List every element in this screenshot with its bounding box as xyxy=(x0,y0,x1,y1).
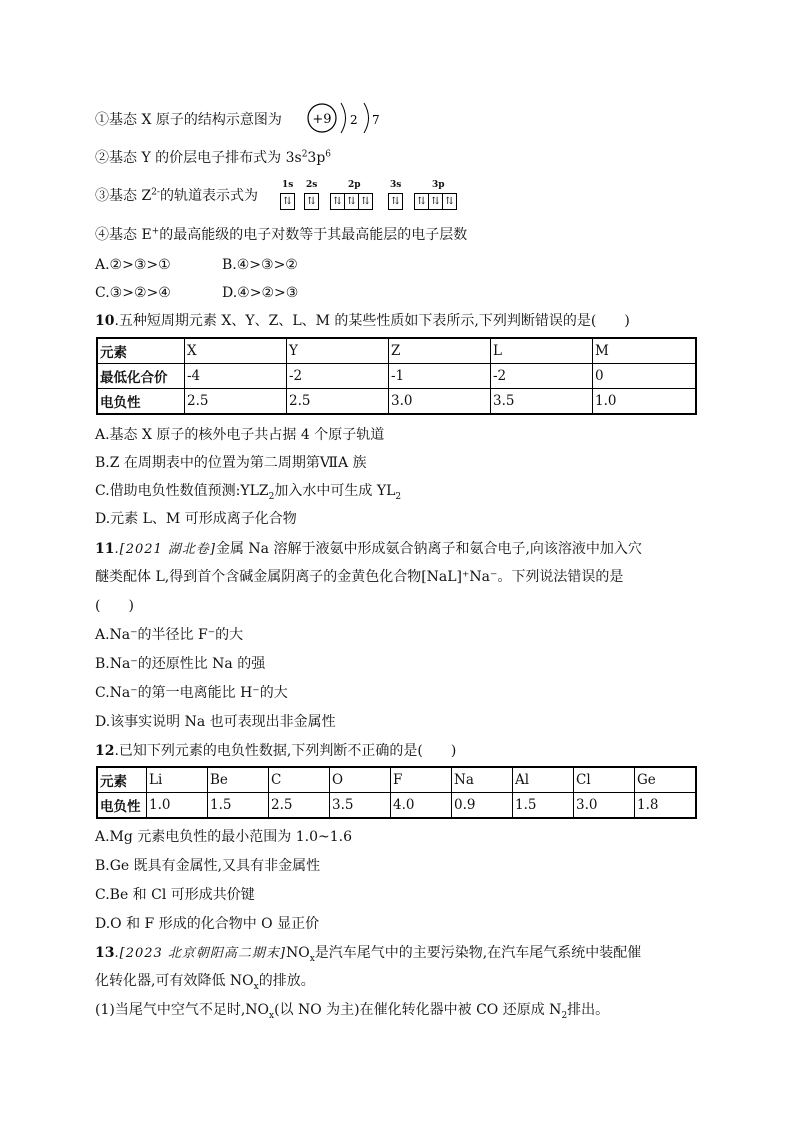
q10-option-d[interactable] xyxy=(95,509,297,529)
q11-option-a[interactable] xyxy=(95,625,243,645)
q10-option-a-text: A.基态 X 原子的核外电子共占据 4 个原子轨道 xyxy=(95,427,385,443)
q11-option-c[interactable] xyxy=(95,683,288,703)
atom-structure-diagram xyxy=(306,100,386,138)
table-cell: 1.5 xyxy=(513,793,574,819)
q12-option-b[interactable] xyxy=(95,856,320,876)
orbital-box: ⇅ xyxy=(344,193,359,210)
table-row xyxy=(97,767,696,793)
table-cell: 3.5 xyxy=(491,389,593,415)
q9-s3-post: 的轨道表示式为 xyxy=(159,188,258,204)
q9-option-b[interactable]: B.④>③>② xyxy=(222,257,298,273)
q10-stem xyxy=(95,311,630,331)
orbital-box: ⇅ xyxy=(428,193,443,210)
q10-option-b-text: B.Z 在周期表中的位置为第二周期第ⅦA 族 xyxy=(95,455,367,471)
q12-option-d-text: D.O 和 F 形成的化合物中 O 显正价 xyxy=(95,916,320,932)
table-cell: Cl xyxy=(574,767,635,793)
table-cell: C xyxy=(269,767,330,793)
q10-table xyxy=(96,337,697,415)
q12-table xyxy=(96,766,697,819)
table-cell: Y xyxy=(287,338,389,364)
q10-option-b[interactable] xyxy=(95,453,367,473)
atom-shell-arc-1 xyxy=(341,103,346,133)
orbital-2p xyxy=(330,180,382,210)
q13-number: 13 xyxy=(95,945,115,961)
q12-stem-text: .已知下列元素的电负性数据,下列判断不正确的是( ) xyxy=(114,743,457,759)
table-row xyxy=(97,389,696,415)
q13-p1-sub: x xyxy=(269,1010,275,1021)
q9-s2-sup1: 2 xyxy=(301,149,308,160)
q13-source-tag: .[2023 北京朝阳高二期末] xyxy=(114,946,286,961)
q11-stem-text-1: 金属 Na 溶解于液氨中形成氨合钠离子和氨合电子,向该溶液中加入穴 xyxy=(215,541,642,557)
table-cell: 最低化合价 xyxy=(97,364,185,389)
table-cell: 0 xyxy=(593,364,697,389)
q12-option-c-text: C.Be 和 Cl 可形成共价键 xyxy=(95,887,255,903)
table-cell: Be xyxy=(208,767,269,793)
table-cell: 3.5 xyxy=(330,793,391,819)
table-cell: Z xyxy=(389,338,491,364)
orbital-box: ⇅ xyxy=(388,193,403,210)
q10-number: 10 xyxy=(95,313,115,329)
q11-option-d[interactable] xyxy=(95,712,336,732)
q10-option-c-sub2: 2 xyxy=(395,491,402,502)
table-cell: -2 xyxy=(287,364,389,389)
table-cell: 1.0 xyxy=(147,793,208,819)
q13-stem2-pre: 化转化器,可有效降低 NO xyxy=(95,973,254,989)
table-cell: 1.5 xyxy=(208,793,269,819)
q12-stem xyxy=(95,741,456,761)
q11-option-c-text: C.Na⁻的第一电离能比 H⁻的大 xyxy=(95,685,288,701)
q9-statement-2 xyxy=(95,148,331,168)
table-cell: -2 xyxy=(491,364,593,389)
q9-statement-3 xyxy=(95,186,258,206)
q9-s2-mid: 3p xyxy=(307,150,326,166)
orbital-3p xyxy=(414,180,466,210)
table-cell: 0.9 xyxy=(452,793,513,819)
q9-s4-text: ④基态 E xyxy=(95,227,152,243)
table-cell: 元素 xyxy=(97,767,147,793)
q13-p1-sub2: 2 xyxy=(561,1010,568,1021)
q9-s2-sup2: 6 xyxy=(325,149,332,160)
q13-stem1-post: 是汽车尾气中的主要污染物,在汽车尾气系统中装配催 xyxy=(314,945,642,961)
q9-s3-text: ③基态 Z xyxy=(95,188,152,204)
table-cell: 电负性 xyxy=(97,389,185,415)
atom-nucleus-label: +9 xyxy=(312,112,332,127)
orbital-box: ⇅ xyxy=(304,193,319,210)
table-cell: -4 xyxy=(185,364,287,389)
q10-option-d-text: D.元素 L、M 可形成离子化合物 xyxy=(95,511,297,527)
q12-option-a[interactable] xyxy=(95,827,352,847)
table-cell: Ge xyxy=(635,767,697,793)
q12-option-d[interactable] xyxy=(95,914,319,934)
orbital-2s xyxy=(304,180,318,210)
q9-s2-text: ②基态 Y 的价层电子排布式为 3s xyxy=(95,150,302,166)
q11-option-b[interactable] xyxy=(95,654,265,674)
table-row xyxy=(97,364,696,389)
q9-s4-post: 的最高能级的电子对数等于其最高能层的电子层数 xyxy=(159,227,468,243)
q10-option-a[interactable] xyxy=(95,425,384,445)
q11-stem-line-2 xyxy=(95,567,623,587)
orbital-label-2s: 2s xyxy=(306,180,318,190)
q9-s4-sup: + xyxy=(151,226,160,237)
q12-option-a-text: A.Mg 元素电负性的最小范围为 1.0~1.6 xyxy=(95,829,353,845)
q10-option-c-mid: 加入水中可生成 YL xyxy=(274,483,396,499)
table-cell: 2.5 xyxy=(269,793,330,819)
q9-option-c[interactable]: C.③>②>④ xyxy=(95,285,171,301)
table-cell: O xyxy=(330,767,391,793)
q11-option-b-text: B.Na⁻的还原性比 Na 的强 xyxy=(95,656,266,672)
q11-answer-paren xyxy=(95,596,134,616)
table-cell: Li xyxy=(147,767,208,793)
q11-option-a-text: A.Na⁻的半径比 F⁻的大 xyxy=(95,627,244,643)
orbital-box: ⇅ xyxy=(330,193,345,210)
q13-stem1-pre: NO xyxy=(285,945,310,961)
orbital-box: ⇅ xyxy=(414,193,429,210)
table-row xyxy=(97,793,696,819)
q11-stem-text-2: 醚类配体 L,得到首个含碱金属阴离子的金黄色化合物[NaL]⁺Na⁻。下列说法错误的是 xyxy=(95,569,624,585)
q9-options-row-2 xyxy=(95,283,395,303)
q13-stem2-sub: x xyxy=(253,981,259,992)
orbital-label-1s: 1s xyxy=(282,180,294,190)
table-row xyxy=(97,338,696,364)
q13-stem-line-1 xyxy=(95,943,641,964)
q11-option-d-text: D.该事实说明 Na 也可表现出非金属性 xyxy=(95,714,336,730)
atom-shell1-count: 2 xyxy=(350,113,358,127)
table-cell: 元素 xyxy=(97,338,185,364)
q9-s1-text: ①基态 X 原子的结构示意图为 xyxy=(95,112,282,128)
q10-stem-text: .五种短周期元素 X、Y、Z、L、M 的某些性质如下表所示,下列判断错误的是( ) xyxy=(114,313,630,329)
orbital-1s xyxy=(280,180,294,210)
q11-paren: ( ) xyxy=(95,598,134,614)
atom-shell-arc-2 xyxy=(364,103,369,133)
table-cell: 3.0 xyxy=(574,793,635,819)
orbital-label-3p: 3p xyxy=(432,180,445,190)
table-cell: 2.5 xyxy=(287,389,389,415)
q11-source-tag: .[2021 湖北卷] xyxy=(114,542,216,557)
q13-p1-pre: (1)当尾气中空气不足时,NO xyxy=(95,1002,270,1018)
table-cell: L xyxy=(491,338,593,364)
table-cell: 1.8 xyxy=(635,793,697,819)
atom-shell2-count: 7 xyxy=(372,113,380,127)
table-cell: M xyxy=(593,338,697,364)
orbital-box: ⇅ xyxy=(358,193,373,210)
q10-option-c-sub1: 2 xyxy=(268,491,275,502)
q12-option-b-text: B.Ge 既具有金属性,又具有非金属性 xyxy=(95,858,321,874)
q12-option-c[interactable] xyxy=(95,885,255,905)
q13-p1-post: 排出。 xyxy=(567,1002,610,1018)
orbital-box: ⇅ xyxy=(280,193,295,210)
q13-stem1-sub: x xyxy=(309,953,315,964)
q9-statement-4 xyxy=(95,225,467,245)
q10-option-c[interactable] xyxy=(95,481,401,501)
table-cell: 电负性 xyxy=(97,793,147,819)
table-cell: 4.0 xyxy=(391,793,452,819)
q9-statement-1 xyxy=(95,110,282,130)
orbital-label-3s: 3s xyxy=(390,180,402,190)
orbital-3s xyxy=(388,180,402,210)
table-cell: 2.5 xyxy=(185,389,287,415)
q13-stem-line-2 xyxy=(95,971,315,991)
table-cell: -1 xyxy=(389,364,491,389)
q10-option-c-text: C.借助电负性数值预测:YLZ xyxy=(95,483,269,499)
q13-stem2-post: 的排放。 xyxy=(258,973,315,989)
q9-s3-sup: 2- xyxy=(151,187,160,198)
q11-stem-line-1 xyxy=(95,539,642,560)
table-cell: F xyxy=(391,767,452,793)
orbital-label-2p: 2p xyxy=(348,180,361,190)
table-cell: 3.0 xyxy=(389,389,491,415)
q9-option-d[interactable]: D.④>②>③ xyxy=(222,285,299,301)
table-cell: 1.0 xyxy=(593,389,697,415)
q9-options-row-1 xyxy=(95,255,395,275)
q12-number: 12 xyxy=(95,743,115,759)
table-cell: Al xyxy=(513,767,574,793)
q9-option-a[interactable]: A.②>③>① xyxy=(95,257,171,273)
q13-part-1 xyxy=(95,1000,609,1020)
orbital-box: ⇅ xyxy=(442,193,457,210)
q13-p1-mid: (以 NO 为主)在催化转化器中被 CO 还原成 N xyxy=(274,1002,562,1018)
table-cell: X xyxy=(185,338,287,364)
table-cell: Na xyxy=(452,767,513,793)
q11-number: 11 xyxy=(95,541,115,557)
